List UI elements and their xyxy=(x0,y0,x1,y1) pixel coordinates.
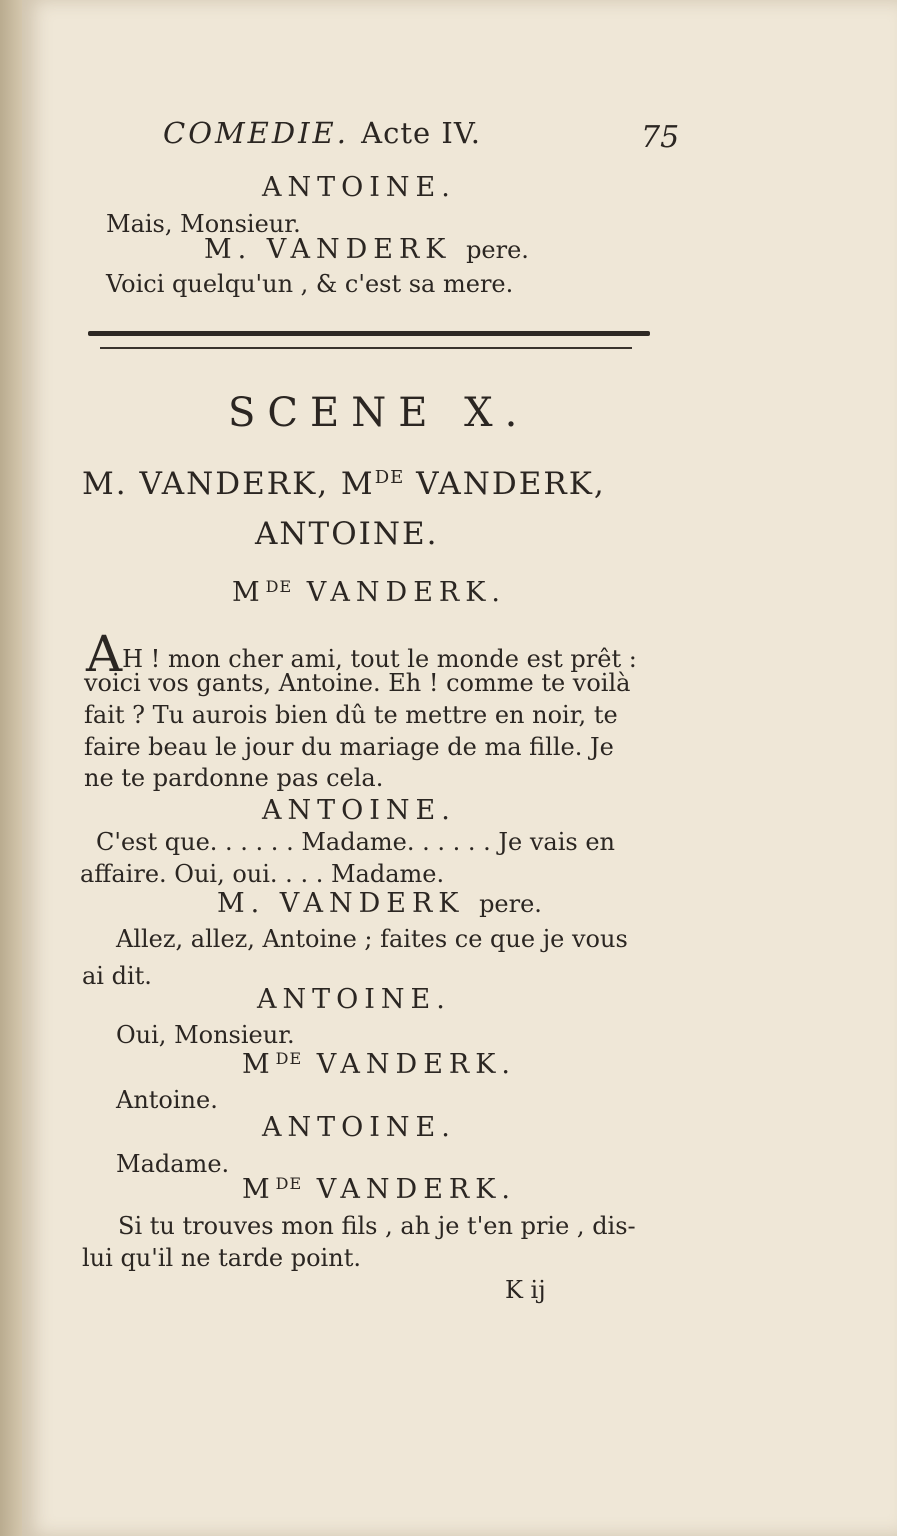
speaker-m: M xyxy=(242,1049,276,1080)
speaker-name: VANDERK. xyxy=(302,1174,516,1205)
scene-cast xyxy=(82,466,606,502)
line-text: H ! mon cher ami, tout le monde est prêt : xyxy=(122,645,637,673)
speaker-mde-vanderk xyxy=(242,1174,516,1205)
dialogue-line: fait ? Tu aurois bien dû te mettre en noir, te xyxy=(84,701,618,729)
dialogue-line: affaire. Oui, oui. . . . Madame. xyxy=(80,860,445,888)
book-gutter xyxy=(0,0,22,1536)
dialogue-line: Si tu trouves mon fils , ah je t'en prie , dis- xyxy=(118,1212,636,1240)
speaker-antoine: ANTOINE. xyxy=(262,172,456,203)
speaker-antoine: ANTOINE. xyxy=(262,795,456,826)
section-rule-thin xyxy=(100,347,632,349)
cast-part: VANDERK, xyxy=(404,466,606,502)
dialogue-line: Oui, Monsieur. xyxy=(116,1021,295,1049)
dialogue-line: ai dit. xyxy=(82,962,152,990)
speaker-m: M xyxy=(242,1174,276,1205)
speaker-name: M. VANDERK xyxy=(217,888,465,919)
cast-part: M. VANDERK, M xyxy=(82,466,375,502)
dialogue-line: Allez, allez, Antoine ; faites ce que je vous xyxy=(116,925,628,953)
speaker-name: VANDERK. xyxy=(302,1049,516,1080)
dialogue-line: C'est que. . . . . . Madame. . . . . . Je vais en xyxy=(96,828,615,856)
dialogue-line xyxy=(86,625,637,683)
speaker-sup: DE xyxy=(275,1174,303,1193)
drop-cap: A xyxy=(86,625,123,683)
scene-title: SCENE X. xyxy=(228,390,530,436)
signature-mark: K ij xyxy=(505,1276,546,1304)
speaker-name: M. VANDERK xyxy=(204,234,452,265)
speaker-mde-vanderk xyxy=(232,577,506,608)
speaker-vanderk-pere xyxy=(204,234,529,265)
speaker-antoine: ANTOINE. xyxy=(262,1112,456,1143)
running-title xyxy=(163,116,481,150)
speaker-sup: DE xyxy=(275,1049,303,1068)
dialogue-line: ne te pardonne pas cela. xyxy=(84,764,384,792)
section-rule-thick xyxy=(88,331,650,336)
dialogue-line: faire beau le jour du mariage de ma fille. Je xyxy=(84,733,614,761)
speaker-role: pere. xyxy=(479,890,542,918)
speaker-sup: DE xyxy=(265,577,293,596)
scene-cast-line2: ANTOINE. xyxy=(255,516,439,552)
page-number: 75 xyxy=(641,120,680,155)
dialogue-line: voici vos gants, Antoine. Eh ! comme te voilà xyxy=(84,669,631,697)
speaker-m: M xyxy=(232,577,266,608)
speaker-antoine: ANTOINE. xyxy=(257,984,451,1015)
speaker-role: pere. xyxy=(466,236,529,264)
speaker-name: VANDERK. xyxy=(292,577,506,608)
running-title-text: COMEDIE. xyxy=(163,116,349,150)
dialogue-line: Mais, Monsieur. xyxy=(106,210,301,238)
running-act: Acte IV. xyxy=(361,116,481,150)
dialogue-line: lui qu'il ne tarde point. xyxy=(82,1244,361,1272)
cast-sup: DE xyxy=(374,467,405,488)
speaker-mde-vanderk xyxy=(242,1049,516,1080)
dialogue-line: Madame. xyxy=(116,1150,230,1178)
dialogue-line: Voici quelqu'un , & c'est sa mere. xyxy=(106,270,514,298)
dialogue-line: Antoine. xyxy=(116,1086,218,1114)
speaker-vanderk-pere xyxy=(217,888,542,919)
